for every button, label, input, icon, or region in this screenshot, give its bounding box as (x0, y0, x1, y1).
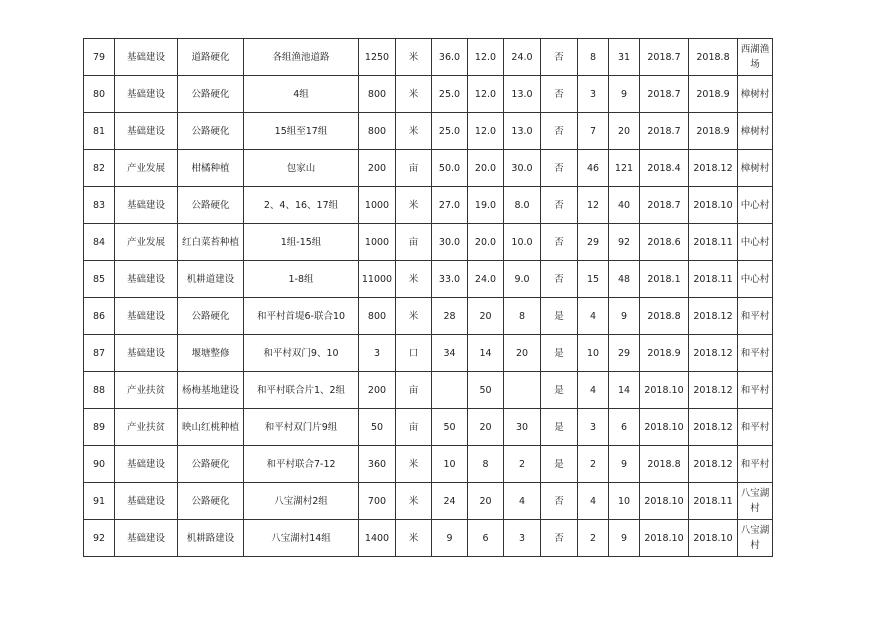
cell-category: 产业发展 (115, 224, 178, 261)
cell-people: 9 (609, 298, 640, 335)
cell-total-investment: 24 (432, 483, 468, 520)
cell-people: 9 (609, 446, 640, 483)
cell-people: 40 (609, 187, 640, 224)
cell-project-type: 公路硬化 (178, 446, 244, 483)
cell-unit: 米 (396, 187, 432, 224)
cell-project-type: 映山红桃种植 (178, 409, 244, 446)
cell-project-type: 公路硬化 (178, 113, 244, 150)
cell-flag: 否 (541, 187, 578, 224)
cell-project-type: 堰塘整修 (178, 335, 244, 372)
cell-end-date: 2018.8 (689, 39, 738, 76)
cell-investment-a: 12.0 (468, 113, 504, 150)
cell-investment-a: 50 (468, 372, 504, 409)
cell-flag: 否 (541, 520, 578, 557)
cell-investment-a: 24.0 (468, 261, 504, 298)
cell-project-type: 公路硬化 (178, 298, 244, 335)
cell-investment-a: 20 (468, 483, 504, 520)
cell-village: 中心村 (738, 224, 773, 261)
cell-location: 1组-15组 (244, 224, 359, 261)
cell-people: 92 (609, 224, 640, 261)
cell-total-investment: 36.0 (432, 39, 468, 76)
table-row (84, 409, 773, 446)
cell-total-investment: 27.0 (432, 187, 468, 224)
table-row (84, 261, 773, 298)
cell-project-type: 公路硬化 (178, 187, 244, 224)
cell-unit: 米 (396, 39, 432, 76)
cell-investment-a: 8 (468, 446, 504, 483)
cell-village: 和平村 (738, 446, 773, 483)
cell-investment-a: 14 (468, 335, 504, 372)
cell-village: 和平村 (738, 409, 773, 446)
cell-end-date: 2018.11 (689, 483, 738, 520)
cell-people: 48 (609, 261, 640, 298)
cell-row-number: 92 (84, 520, 115, 557)
cell-quantity: 200 (359, 150, 396, 187)
cell-row-number: 81 (84, 113, 115, 150)
cell-quantity: 11000 (359, 261, 396, 298)
cell-category: 产业扶贫 (115, 409, 178, 446)
cell-row-number: 90 (84, 446, 115, 483)
cell-investment-b: 20 (504, 335, 541, 372)
table-row (84, 150, 773, 187)
cell-flag: 是 (541, 446, 578, 483)
cell-households: 2 (578, 520, 609, 557)
cell-end-date: 2018.12 (689, 298, 738, 335)
cell-households: 12 (578, 187, 609, 224)
cell-investment-b: 30 (504, 409, 541, 446)
cell-row-number: 87 (84, 335, 115, 372)
table-row (84, 187, 773, 224)
cell-quantity: 1250 (359, 39, 396, 76)
cell-village: 樟树村 (738, 113, 773, 150)
cell-start-date: 2018.8 (640, 298, 689, 335)
cell-end-date: 2018.10 (689, 187, 738, 224)
cell-people: 121 (609, 150, 640, 187)
cell-location: 和平村联合片1、2组 (244, 372, 359, 409)
cell-investment-a: 12.0 (468, 39, 504, 76)
cell-investment-b: 30.0 (504, 150, 541, 187)
cell-people: 9 (609, 520, 640, 557)
cell-quantity: 800 (359, 113, 396, 150)
cell-end-date: 2018.12 (689, 335, 738, 372)
cell-unit: 米 (396, 113, 432, 150)
cell-category: 基础建设 (115, 483, 178, 520)
cell-project-type: 公路硬化 (178, 483, 244, 520)
cell-flag: 否 (541, 483, 578, 520)
cell-flag: 否 (541, 113, 578, 150)
cell-start-date: 2018.1 (640, 261, 689, 298)
cell-investment-b: 2 (504, 446, 541, 483)
cell-row-number: 83 (84, 187, 115, 224)
cell-start-date: 2018.7 (640, 39, 689, 76)
cell-people: 31 (609, 39, 640, 76)
cell-start-date: 2018.10 (640, 483, 689, 520)
cell-category: 基础建设 (115, 261, 178, 298)
cell-households: 29 (578, 224, 609, 261)
cell-end-date: 2018.12 (689, 372, 738, 409)
cell-end-date: 2018.12 (689, 409, 738, 446)
cell-village: 和平村 (738, 335, 773, 372)
cell-households: 7 (578, 113, 609, 150)
cell-location: 和平村双门9、10 (244, 335, 359, 372)
cell-start-date: 2018.10 (640, 409, 689, 446)
cell-households: 3 (578, 76, 609, 113)
cell-category: 基础建设 (115, 335, 178, 372)
cell-village: 八宝湖村 (738, 483, 773, 520)
cell-location: 15组至17组 (244, 113, 359, 150)
cell-investment-a: 20.0 (468, 150, 504, 187)
table-row (84, 372, 773, 409)
cell-village: 中心村 (738, 261, 773, 298)
cell-start-date: 2018.10 (640, 372, 689, 409)
cell-quantity: 200 (359, 372, 396, 409)
cell-category: 基础建设 (115, 76, 178, 113)
cell-unit: 亩 (396, 150, 432, 187)
cell-start-date: 2018.6 (640, 224, 689, 261)
cell-row-number: 85 (84, 261, 115, 298)
cell-investment-b: 10.0 (504, 224, 541, 261)
cell-flag: 是 (541, 335, 578, 372)
cell-location: 八宝湖村14组 (244, 520, 359, 557)
cell-village: 樟树村 (738, 150, 773, 187)
cell-unit: 亩 (396, 409, 432, 446)
cell-end-date: 2018.9 (689, 113, 738, 150)
cell-investment-a: 20.0 (468, 224, 504, 261)
cell-households: 2 (578, 446, 609, 483)
cell-total-investment: 30.0 (432, 224, 468, 261)
project-table (83, 38, 773, 557)
cell-unit: 米 (396, 520, 432, 557)
table-row (84, 113, 773, 150)
cell-investment-a: 19.0 (468, 187, 504, 224)
cell-households: 46 (578, 150, 609, 187)
cell-end-date: 2018.11 (689, 224, 738, 261)
cell-quantity: 1400 (359, 520, 396, 557)
cell-location: 1-8组 (244, 261, 359, 298)
cell-village: 和平村 (738, 372, 773, 409)
cell-location: 2、4、16、17组 (244, 187, 359, 224)
cell-start-date: 2018.4 (640, 150, 689, 187)
cell-investment-b: 13.0 (504, 113, 541, 150)
cell-investment-b: 4 (504, 483, 541, 520)
cell-category: 基础建设 (115, 446, 178, 483)
cell-people: 14 (609, 372, 640, 409)
cell-unit: 亩 (396, 372, 432, 409)
cell-investment-b: 3 (504, 520, 541, 557)
cell-flag: 否 (541, 39, 578, 76)
cell-project-type: 红白菜苔种植 (178, 224, 244, 261)
cell-total-investment: 34 (432, 335, 468, 372)
cell-households: 4 (578, 372, 609, 409)
cell-row-number: 88 (84, 372, 115, 409)
cell-quantity: 50 (359, 409, 396, 446)
table-row (84, 298, 773, 335)
cell-total-investment: 28 (432, 298, 468, 335)
cell-location: 和平村联合7-12 (244, 446, 359, 483)
cell-row-number: 80 (84, 76, 115, 113)
cell-investment-a: 12.0 (468, 76, 504, 113)
cell-investment-a: 6 (468, 520, 504, 557)
cell-location: 包家山 (244, 150, 359, 187)
cell-investment-b: 8.0 (504, 187, 541, 224)
cell-investment-b (504, 372, 541, 409)
cell-row-number: 91 (84, 483, 115, 520)
cell-village: 八宝湖村 (738, 520, 773, 557)
cell-households: 4 (578, 483, 609, 520)
cell-unit: 米 (396, 261, 432, 298)
cell-quantity: 3 (359, 335, 396, 372)
cell-households: 3 (578, 409, 609, 446)
cell-households: 8 (578, 39, 609, 76)
cell-end-date: 2018.9 (689, 76, 738, 113)
cell-households: 15 (578, 261, 609, 298)
cell-end-date: 2018.10 (689, 520, 738, 557)
cell-total-investment: 25.0 (432, 76, 468, 113)
cell-start-date: 2018.7 (640, 187, 689, 224)
cell-investment-a: 20 (468, 298, 504, 335)
cell-village: 和平村 (738, 298, 773, 335)
cell-unit: 口 (396, 335, 432, 372)
cell-unit: 米 (396, 446, 432, 483)
table-row (84, 520, 773, 557)
cell-category: 基础建设 (115, 187, 178, 224)
cell-project-type: 机耕道建设 (178, 261, 244, 298)
cell-row-number: 84 (84, 224, 115, 261)
cell-unit: 米 (396, 483, 432, 520)
cell-location: 八宝湖村2组 (244, 483, 359, 520)
cell-village: 中心村 (738, 187, 773, 224)
cell-flag: 是 (541, 372, 578, 409)
cell-total-investment: 33.0 (432, 261, 468, 298)
cell-project-type: 公路硬化 (178, 76, 244, 113)
cell-people: 6 (609, 409, 640, 446)
cell-total-investment (432, 372, 468, 409)
table-body (84, 39, 773, 557)
cell-people: 10 (609, 483, 640, 520)
cell-people: 9 (609, 76, 640, 113)
cell-start-date: 2018.9 (640, 335, 689, 372)
cell-category: 基础建设 (115, 39, 178, 76)
cell-quantity: 800 (359, 298, 396, 335)
cell-start-date: 2018.7 (640, 113, 689, 150)
cell-end-date: 2018.12 (689, 446, 738, 483)
cell-investment-a: 20 (468, 409, 504, 446)
cell-unit: 米 (396, 76, 432, 113)
cell-investment-b: 8 (504, 298, 541, 335)
cell-total-investment: 25.0 (432, 113, 468, 150)
cell-unit: 亩 (396, 224, 432, 261)
cell-quantity: 1000 (359, 224, 396, 261)
cell-people: 20 (609, 113, 640, 150)
cell-total-investment: 50 (432, 409, 468, 446)
cell-project-type: 机耕路建设 (178, 520, 244, 557)
cell-unit: 米 (396, 298, 432, 335)
cell-row-number: 82 (84, 150, 115, 187)
cell-category: 产业扶贫 (115, 372, 178, 409)
cell-flag: 是 (541, 298, 578, 335)
cell-location: 各组渔池道路 (244, 39, 359, 76)
cell-investment-b: 13.0 (504, 76, 541, 113)
table-row (84, 76, 773, 113)
table-row (84, 446, 773, 483)
cell-location: 4组 (244, 76, 359, 113)
cell-start-date: 2018.7 (640, 76, 689, 113)
cell-flag: 否 (541, 261, 578, 298)
table-row (84, 483, 773, 520)
cell-end-date: 2018.11 (689, 261, 738, 298)
cell-flag: 否 (541, 76, 578, 113)
cell-project-type: 道路硬化 (178, 39, 244, 76)
table-row (84, 335, 773, 372)
cell-investment-b: 24.0 (504, 39, 541, 76)
cell-start-date: 2018.10 (640, 520, 689, 557)
table-row (84, 39, 773, 76)
cell-households: 10 (578, 335, 609, 372)
cell-village: 樟树村 (738, 76, 773, 113)
cell-row-number: 79 (84, 39, 115, 76)
cell-project-type: 柑橘种植 (178, 150, 244, 187)
cell-households: 4 (578, 298, 609, 335)
cell-location: 和平村首堤6-联合10 (244, 298, 359, 335)
cell-category: 基础建设 (115, 298, 178, 335)
table-row (84, 224, 773, 261)
cell-quantity: 1000 (359, 187, 396, 224)
cell-quantity: 360 (359, 446, 396, 483)
cell-village: 西湖渔场 (738, 39, 773, 76)
cell-start-date: 2018.8 (640, 446, 689, 483)
cell-investment-b: 9.0 (504, 261, 541, 298)
cell-category: 基础建设 (115, 113, 178, 150)
cell-row-number: 89 (84, 409, 115, 446)
cell-end-date: 2018.12 (689, 150, 738, 187)
cell-total-investment: 9 (432, 520, 468, 557)
cell-category: 产业发展 (115, 150, 178, 187)
cell-quantity: 700 (359, 483, 396, 520)
cell-location: 和平村双门片9组 (244, 409, 359, 446)
cell-project-type: 杨梅基地建设 (178, 372, 244, 409)
cell-total-investment: 50.0 (432, 150, 468, 187)
cell-flag: 否 (541, 224, 578, 261)
cell-category: 基础建设 (115, 520, 178, 557)
cell-people: 29 (609, 335, 640, 372)
cell-row-number: 86 (84, 298, 115, 335)
cell-total-investment: 10 (432, 446, 468, 483)
cell-flag: 否 (541, 150, 578, 187)
cell-quantity: 800 (359, 76, 396, 113)
cell-flag: 是 (541, 409, 578, 446)
